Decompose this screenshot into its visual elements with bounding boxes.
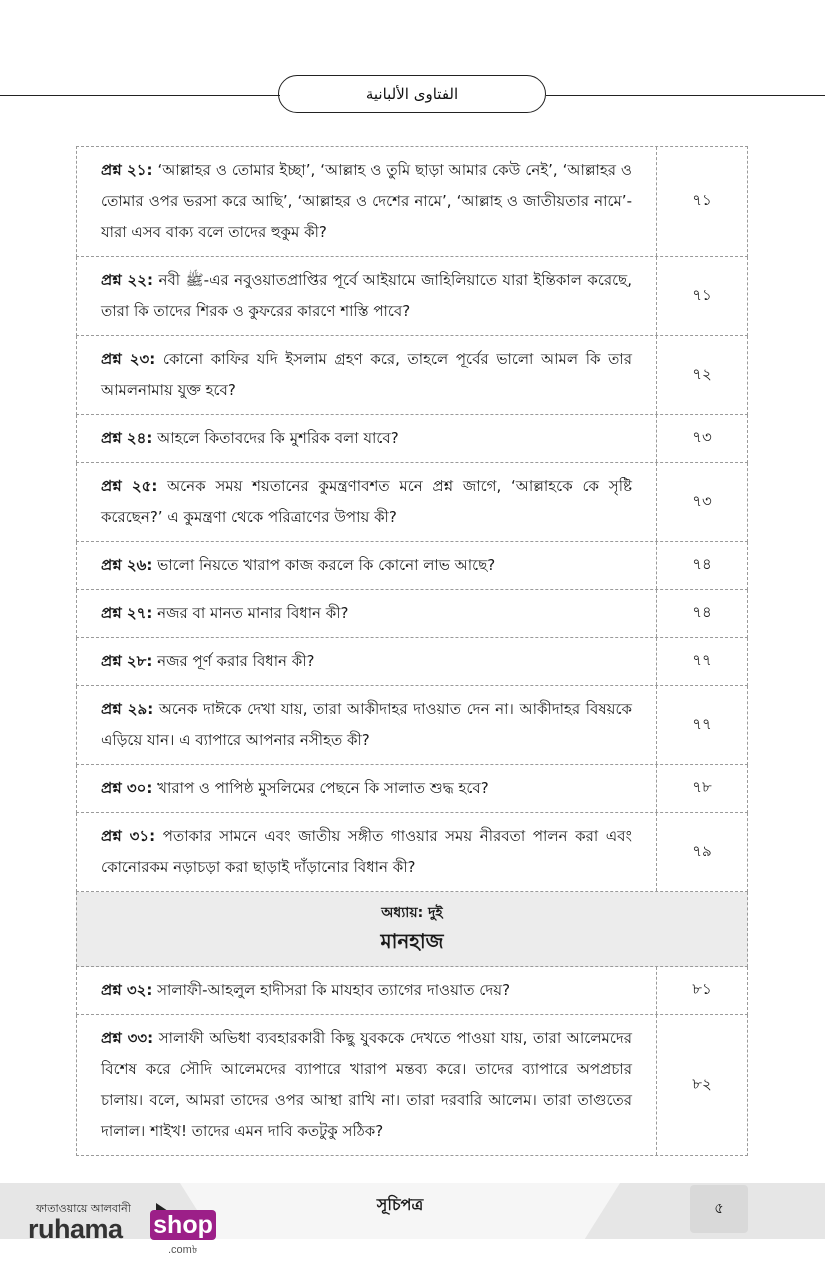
- page-number: ৭৭: [692, 714, 712, 733]
- page-number: ৭৩: [692, 428, 712, 446]
- brand-book-title: ফাতাওয়ায়ে আলবানী: [36, 1202, 131, 1215]
- footer-page-number: ৫: [690, 1185, 748, 1233]
- toc-question: [77, 463, 657, 541]
- question-label: প্রশ্ন ২৫:: [101, 477, 158, 495]
- question-text: নবী ﷺ-এর নবুওয়াতপ্রাপ্তির পূর্বে আইয়ামে জাহিলিয়াতে যারা ইন্তিকাল করেছে, তারা কি তাদের শিরক ও কুফরের কারণে শাস্তি পাবে?: [101, 271, 632, 320]
- toc-row-q27[interactable]: [76, 590, 748, 638]
- page-number: ৭৪: [692, 603, 712, 621]
- toc-question: [77, 813, 657, 891]
- question-text: ভালো নিয়তে খারাপ কাজ করলে কি কোনো লাভ আছে?: [152, 556, 496, 574]
- toc-question: [77, 638, 657, 685]
- question-text: নজর বা মানত মানার বিধান কী?: [152, 604, 349, 622]
- header-rule-left: [0, 95, 280, 96]
- question-text: পতাকার সামনে এবং জাতীয় সঙ্গীত গাওয়ার সময় নীরবতা পালন করা এবং কোনোরকম নড়াচড়া করা ছাড়াই দাঁড়ানোর বিধান কী?: [101, 827, 632, 876]
- question-text: খারাপ ও পাপিষ্ঠ মুসলিমের পেছনে কি সালাত শুদ্ধ হবে?: [152, 779, 489, 797]
- question-label: প্রশ্ন ২৩:: [101, 350, 156, 368]
- toc-question: [77, 967, 657, 1014]
- toc-row-q33[interactable]: [76, 1015, 748, 1156]
- question-label: প্রশ্ন ২৯:: [101, 700, 154, 718]
- toc-row-q29[interactable]: [76, 686, 748, 765]
- header-rule-right: [546, 95, 825, 96]
- toc-row-q30[interactable]: [76, 765, 748, 813]
- question-text: সালাফী অভিধা ব্যবহারকারী কিছু যুবককে দেখতে পাওয়া যায়, তারা আলেমদের বিশেষ করে সৌদি আলেমদের ব্যাপারে খারাপ মন্তব্য করে। তাদের ব্যাপারে অপপ্রচার চালায়। বলে, আমরা তাদের ওপর আস্থা রাখি না। তারা দরবারি আলেম। তারা তাগুতের দালাল। শাইখ! তাদের এমন দাবি কতটুকু সঠিক?: [101, 1029, 632, 1140]
- header-title-badge: [278, 75, 546, 113]
- question-text: অনেক দাঈকে দেখা যায়, তারা আকীদাহর দাওয়াত দেন না। আকীদাহর বিষয়কে এড়িয়ে যান। এ ব্যাপারে আপনার নসীহত কী?: [101, 700, 632, 749]
- toc-row-q26[interactable]: [76, 542, 748, 590]
- page-number: ৭৩: [692, 491, 712, 510]
- question-label: প্রশ্ন ২১:: [101, 161, 153, 179]
- toc-question: [77, 590, 657, 637]
- table-of-contents: [76, 146, 748, 1156]
- question-text: সালাফী-আহলুল হাদীসরা কি মাযহাব ত্যাগের দাওয়াত দেয়?: [152, 981, 511, 999]
- page-number: ৭৯: [692, 841, 712, 860]
- toc-row-q25[interactable]: [76, 463, 748, 542]
- question-label: প্রশ্ন ২২:: [101, 271, 154, 289]
- toc-question: [77, 542, 657, 589]
- page-number: ৭১: [692, 285, 712, 304]
- toc-question: [77, 336, 657, 414]
- toc-row-q22[interactable]: [76, 257, 748, 336]
- page-number: ৮২: [692, 1074, 712, 1093]
- page-number: ৮১: [692, 980, 712, 998]
- question-text: আহলে কিতাবদের কি মুশরিক বলা যাবে?: [152, 429, 399, 447]
- chapter-title: মানহাজ: [380, 929, 444, 953]
- question-text: নজর পূর্ণ করার বিধান কী?: [152, 652, 315, 670]
- toc-row-q23[interactable]: [76, 336, 748, 415]
- toc-row-q21[interactable]: [76, 146, 748, 257]
- brand-logo[interactable]: [28, 1200, 228, 1260]
- page-number: ৭৭: [692, 651, 712, 669]
- question-text: কোনো কাফির যদি ইসলাম গ্রহণ করে, তাহলে পূর্বের ভালো আমল কি তার আমলনামায় যুক্ত হবে?: [101, 350, 632, 399]
- toc-row-q28[interactable]: [76, 638, 748, 686]
- question-text: অনেক সময় শয়তানের কুমন্ত্রণাবশত মনে প্রশ্ন জাগে, ‘আল্লাহকে কে সৃষ্টি করেছেন?’ এ কুমন্ত্রণা থেকে পরিত্রাণের উপায় কী?: [101, 477, 632, 526]
- toc-row-q24[interactable]: [76, 415, 748, 463]
- question-label: প্রশ্ন ৩০:: [101, 779, 153, 797]
- chapter-subtitle: অধ্যায়: দুই: [381, 905, 443, 921]
- toc-question: [77, 765, 657, 812]
- toc-row-q31[interactable]: [76, 813, 748, 892]
- toc-question: [77, 257, 657, 335]
- toc-question: [77, 1015, 657, 1155]
- question-label: প্রশ্ন ২৭:: [101, 604, 153, 622]
- footer-section-title: সূচিপত্র: [376, 1195, 424, 1214]
- brand-shop: shop: [150, 1210, 216, 1240]
- page-number: ৭৮: [692, 778, 712, 796]
- question-label: প্রশ্ন ৩২:: [101, 981, 153, 999]
- chapter-heading[interactable]: [76, 892, 748, 967]
- toc-question: [77, 686, 657, 764]
- question-label: প্রশ্ন ২৮:: [101, 652, 153, 670]
- brand-domain: .com৳: [168, 1244, 198, 1256]
- toc-row-q32[interactable]: [76, 967, 748, 1015]
- question-label: প্রশ্ন ৩৩:: [101, 1029, 154, 1047]
- page-number: ৭৪: [692, 555, 712, 573]
- toc-question: [77, 415, 657, 462]
- question-label: প্রশ্ন ২৪:: [101, 429, 153, 447]
- page-number: ৭২: [692, 364, 712, 383]
- question-text: ‘আল্লাহর ও তোমার ইচ্ছা’, ‘আল্লাহ ও তুমি ছাড়া আমার কেউ নেই’, ‘আল্লাহর ও তোমার ওপর ভরসা করে আছি’, ‘আল্লাহর ও দেশের নামে’, ‘আল্লাহ ও জাতীয়তার নামে’-যারা এসব বাক্য বলে তাদের হুকুম কী?: [101, 161, 632, 241]
- brand-name: ruhama: [28, 1214, 123, 1244]
- page-number: ৭১: [692, 191, 712, 209]
- toc-question: [77, 147, 657, 256]
- question-label: প্রশ্ন ৩১:: [101, 827, 156, 845]
- header-title: الفتاوى الألبانية: [365, 85, 459, 103]
- question-label: প্রশ্ন ২৬:: [101, 556, 153, 574]
